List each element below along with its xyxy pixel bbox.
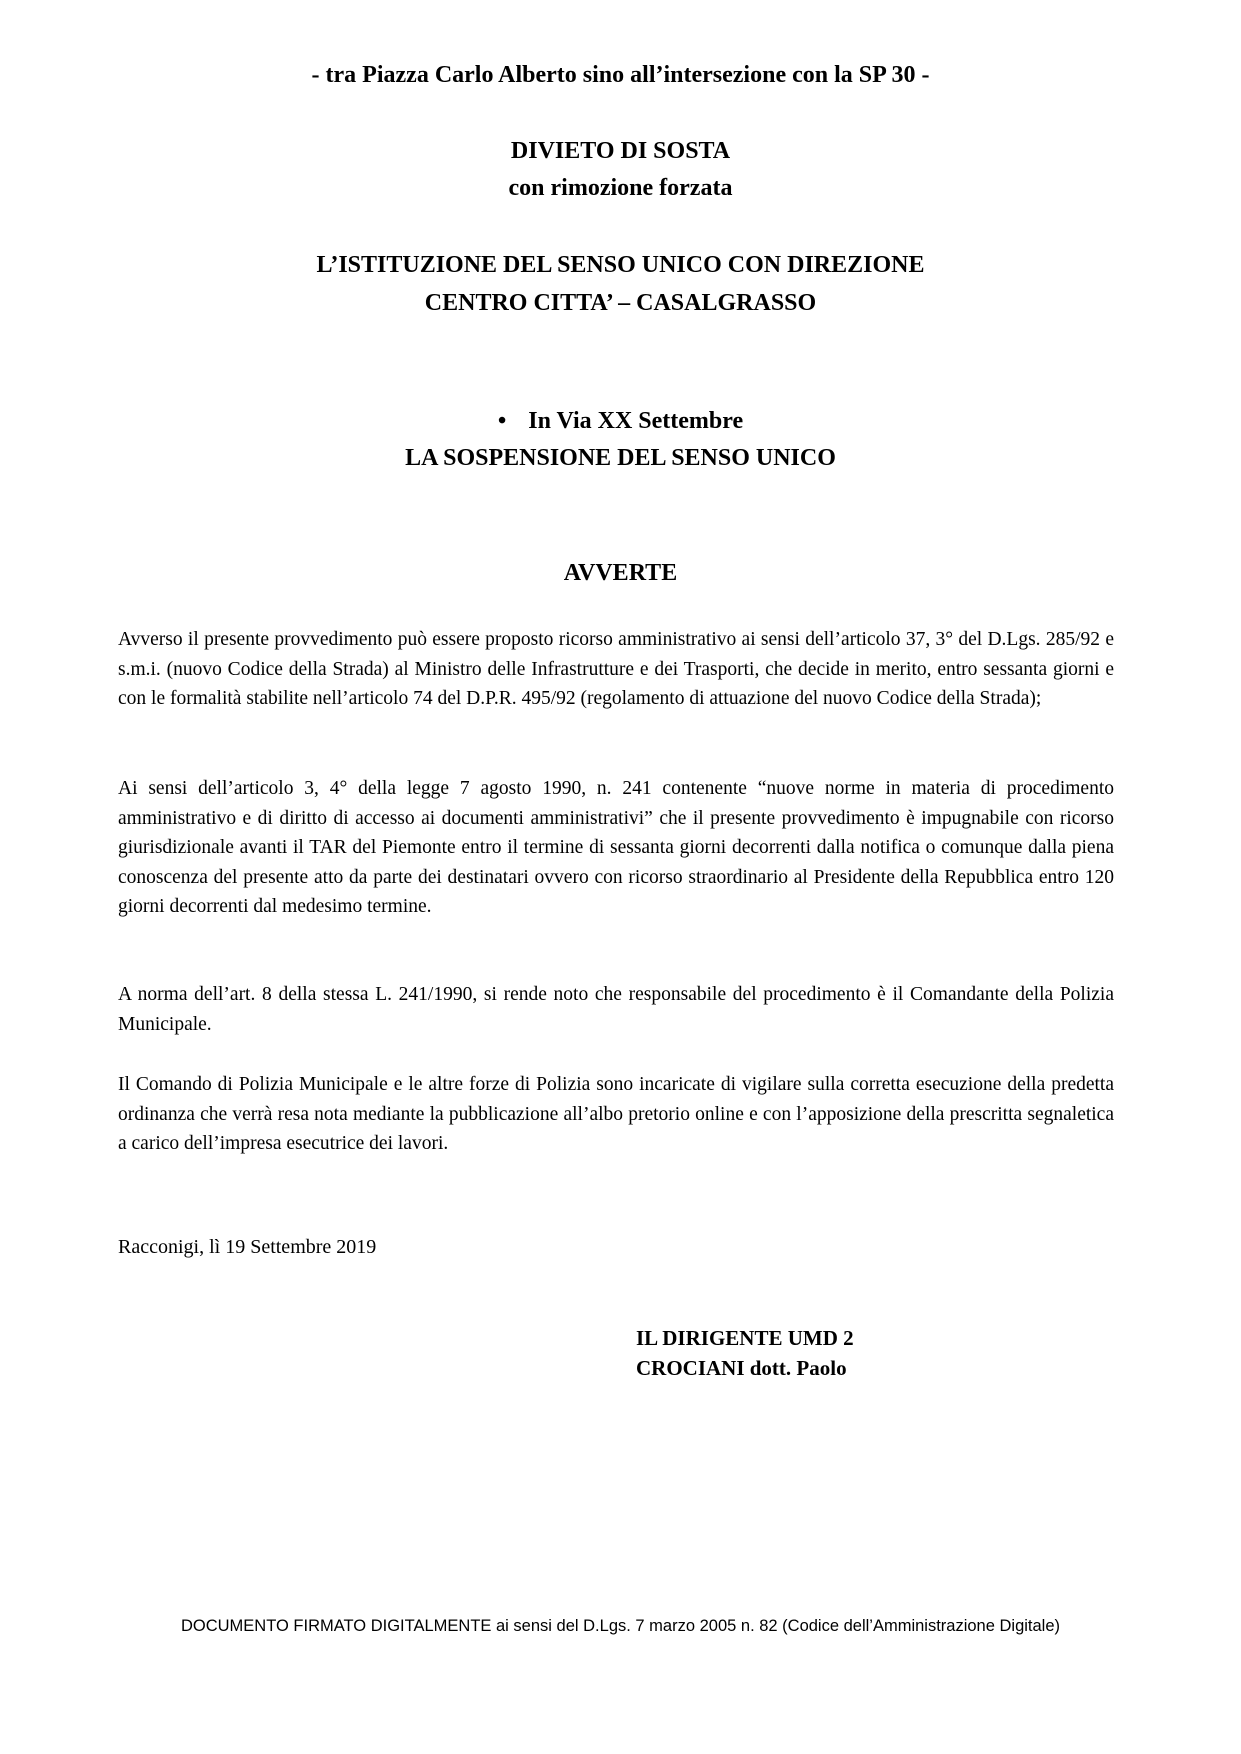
paragraph-appeal-tar: Ai sensi dell’articolo 3, 4° della legge 7 agosto 1990, n. 241 contenente “nuove norme in materia di procedimento amministrativo e di diritto di accesso ai documenti amministrativi” che il presente provvedimento è impugnabile con ricorso giurisdizionale avanti il TAR del Piemonte entro il termine di sessanta giorni decorrenti dalla notifica o comunque dalla piena conoscenza del presente atto da parte dei destinatari ovvero con ricorso straordinario al Presidente della Repubblica entro 120 giorni decorrenti dal medesimo termine. xyxy=(118,778,1114,917)
bullet-text: In Via XX Settembre xyxy=(528,408,744,434)
paragraph-responsible: A norma dell’art. 8 della stessa L. 241/1990, si rende noto che responsabile del procedimento è il Comandante della Polizia Municipale. xyxy=(118,984,1114,1035)
oneway-title-line1: L’ISTITUZIONE DEL SENSO UNICO CON DIREZIONE xyxy=(316,252,925,278)
paragraph-enforcement: Il Comando di Polizia Municipale e le altre forze di Polizia sono incaricate di vigilare sulla corretta esecuzione della predetta ordinanza che verrà resa nota mediante la pubblicazione all’albo pretorio online e con l’apposizione della prescritta segnaletica a carico dell’impresa esecutrice dei lavori. xyxy=(118,1074,1114,1154)
signatory-name: CROCIANI dott. Paolo xyxy=(636,1356,847,1380)
parking-ban-subtitle: con rimozione forzata xyxy=(508,175,733,201)
place-date: Racconigi, lì 19 Settembre 2019 xyxy=(118,1236,377,1258)
paragraph-appeal-ministry: Avverso il presente provvedimento può essere proposto ricorso amministrativo ai sensi dell’articolo 37, 3° del D.Lgs. 285/92 e s.m.i. (nuovo Codice della Strada) al Ministro delle Infrastrutture e dei Trasporti, che decide in merito, entro sessanta giorni e con le formalità stabilite nell’articolo 74 del D.P.R. 495/92 (regolamento di attuazione del nuovo Codice della Strada); xyxy=(118,629,1114,709)
signatory-role: IL DIRIGENTE UMD 2 xyxy=(636,1326,854,1350)
bullet-icon: • xyxy=(497,408,507,434)
bullet-item xyxy=(0,408,1241,435)
oneway-title-line2: CENTRO CITTA’ – CASALGRASSO xyxy=(424,290,817,316)
notice-heading: AVVERTE xyxy=(563,560,678,586)
suspension-title: LA SOSPENSIONE DEL SENSO UNICO xyxy=(405,445,836,471)
digital-signature-footer: DOCUMENTO FIRMATO DIGITALMENTE ai sensi del D.Lgs. 7 marzo 2005 n. 82 (Codice dell’Amministrazione Digitale) xyxy=(180,1617,1061,1635)
route-line: - tra Piazza Carlo Alberto sino all’intersezione con la SP 30 - xyxy=(311,62,930,88)
parking-ban-title: DIVIETO DI SOSTA xyxy=(510,138,731,164)
